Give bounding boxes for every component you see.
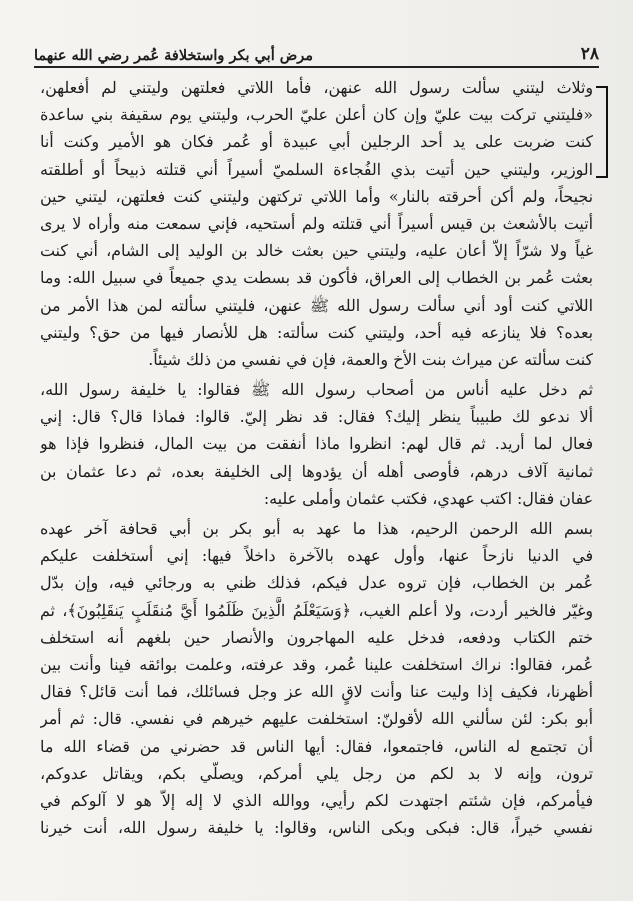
text-line-9: اللاتي كنت أود أني سألت رسول الله ﷺ عنهن، فليتني سألته لمن هذا الأمر من	[40, 295, 593, 315]
text-line-1: وثلاث ليتني سألت رسول الله عنهن، فأما اللاتي فعلتهن وليتني لم أفعلهن،	[40, 78, 593, 97]
text-line-13: ألا ندعو لك طبيباً ينظر إليك؟ فقال: قد نظر إليّ. قالوا: فماذا قال؟ قال: إني	[40, 407, 593, 427]
text-line-10: بعده؟ فلا ينازعه فيه أحد، وليتني كنت سألته: هل للأنصار فيها من حق؟ وليتني	[40, 322, 593, 342]
text-line-14: فعال لما أريد. ثم قال لهم: انظروا ماذا أنفقت من بيت المال، فنظروا فإذا هو	[40, 434, 593, 454]
text-line-2: «فليتني تركت بيت عليّ وإن كان أعلن عليّ الحرب، وليتني يوم سقيفة بني ساعدة	[40, 105, 593, 125]
text-line-4: الوزير، وليتني حين أتيت بذي الفُجاءة السلميّ أسيراً أني قتلته ذبيحاً أو أطلقته	[40, 159, 593, 179]
text-line-20: وغيّر فالخير أردت، ولا أعلم الغيب، ﴿وَسَيَعْلَمُ الَّذِينَ ظَلَمُوا أَيَّ مُنقَلَبٍ يَنقَلِبُونَ﴾، ثم	[40, 600, 593, 620]
running-title: مرض أبي بكر واستخلافة عُمر رضي الله عنهما	[34, 47, 314, 64]
header-rule	[34, 66, 599, 68]
text-line-15: ثمانية آلاف درهم، فأوصى أهله أن يؤدوها إلى الخليفة بعده، ثم دعا عثمان بن	[40, 461, 593, 481]
page-body-text	[40, 74, 593, 886]
text-line-11: كنت سألته عن ميراث بنت الأخ والعمة، فإن في نفسي من ذلك شيئاً.	[148, 349, 593, 369]
page-header	[34, 34, 599, 64]
text-line-27: فيأمركم، فإن شئتم اجتهدت لكم رأيي، ووالله الذي لا إله إلاّ هو لا آلوكم في	[40, 790, 593, 810]
text-line-21: ختم الكتاب ودفعه، فدخل عليه المهاجرون والأنصار حين بلغهم أنه استخلف	[40, 627, 593, 647]
text-line-12: ثم دخل عليه أناس من أصحاب رسول الله ﷺ فقالوا: يا خليفة رسول الله،	[40, 380, 593, 400]
text-line-25: أن تجتمع له الناس، فاجتمعوا، فقال: أيها الناس قد حضرني من قضاء الله ما	[40, 736, 593, 756]
text-line-16: عفان فقال: اكتب عهدي، فكتب عثمان وأملى عليه:	[263, 488, 593, 508]
margin-bracket	[596, 86, 608, 178]
text-line-6: أتيت بالأشعث بن قيس أسيراً أني قتلته ولم أستحيه، فإني سمعت منه وأراه لا يرى	[40, 213, 593, 233]
text-line-8: بعثت عُمر بن الخطاب إلى العراق، فأكون قد بسطت يدي جميعاً في سبيل الله: وما	[40, 268, 593, 288]
text-line-17: بسم الله الرحمن الرحيم، هذا ما عهد به أبو بكر بن أبي قحافة آخر عهده	[40, 519, 593, 538]
text-line-19: عُمر بن الخطاب، فإن تروه عدل فيكم، فذلك ظني به ورجائي فيه، وإن بدّل	[40, 573, 593, 593]
text-line-24: أبو بكر: لئن سألني الله لأقولنّ: استخلفت عليهم خيرهم في نفسي. قال: ثم أمر	[40, 709, 593, 729]
text-line-22: عُمر، فقالوا: نراك استخلفت علينا عُمر، وقد عرفته، وعلمت بوائقه فينا وأنت بين	[40, 654, 593, 674]
text-line-18: في الدنيا نازحاً عنها، وأول عهده بالآخرة داخلاً فيها: إني أستخلفت عليكم	[40, 546, 593, 566]
text-line-3: كنت ضربت على يد أحد الرجلين أبي عبيدة أو عُمر فكان هو الأمير وكنت أنا	[40, 132, 593, 152]
text-line-28: نفسي خيراً، قال: فبكى وبكى الناس، وقالوا: يا خليفة رسول الله، أنت خيرنا	[40, 818, 593, 838]
text-line-7: غياً ولا شرّاً إلاّ أعان عليه، وليتني حين بعثت خالد بن الوليد إلى الشام، أني كنت	[40, 241, 593, 261]
text-line-23: أظهرنا، فكيف إذا وليت عنا وأنت لاقٍ الله عز وجل فسائلك، فما أنت قائل؟ فقال	[40, 682, 593, 702]
text-line-5: نجيحاً، ولم أكن أحرقته بالنار» وأما اللاتي تركتهن وليتني كنت فعلتهن، ليتني حين	[40, 186, 593, 206]
page-number: ٢٨	[580, 44, 599, 64]
text-line-26: ترون، وإنه لا بد لكم من رجل يلي أمركم، ويصلّي بكم، ويقاتل عدوكم،	[40, 763, 593, 783]
